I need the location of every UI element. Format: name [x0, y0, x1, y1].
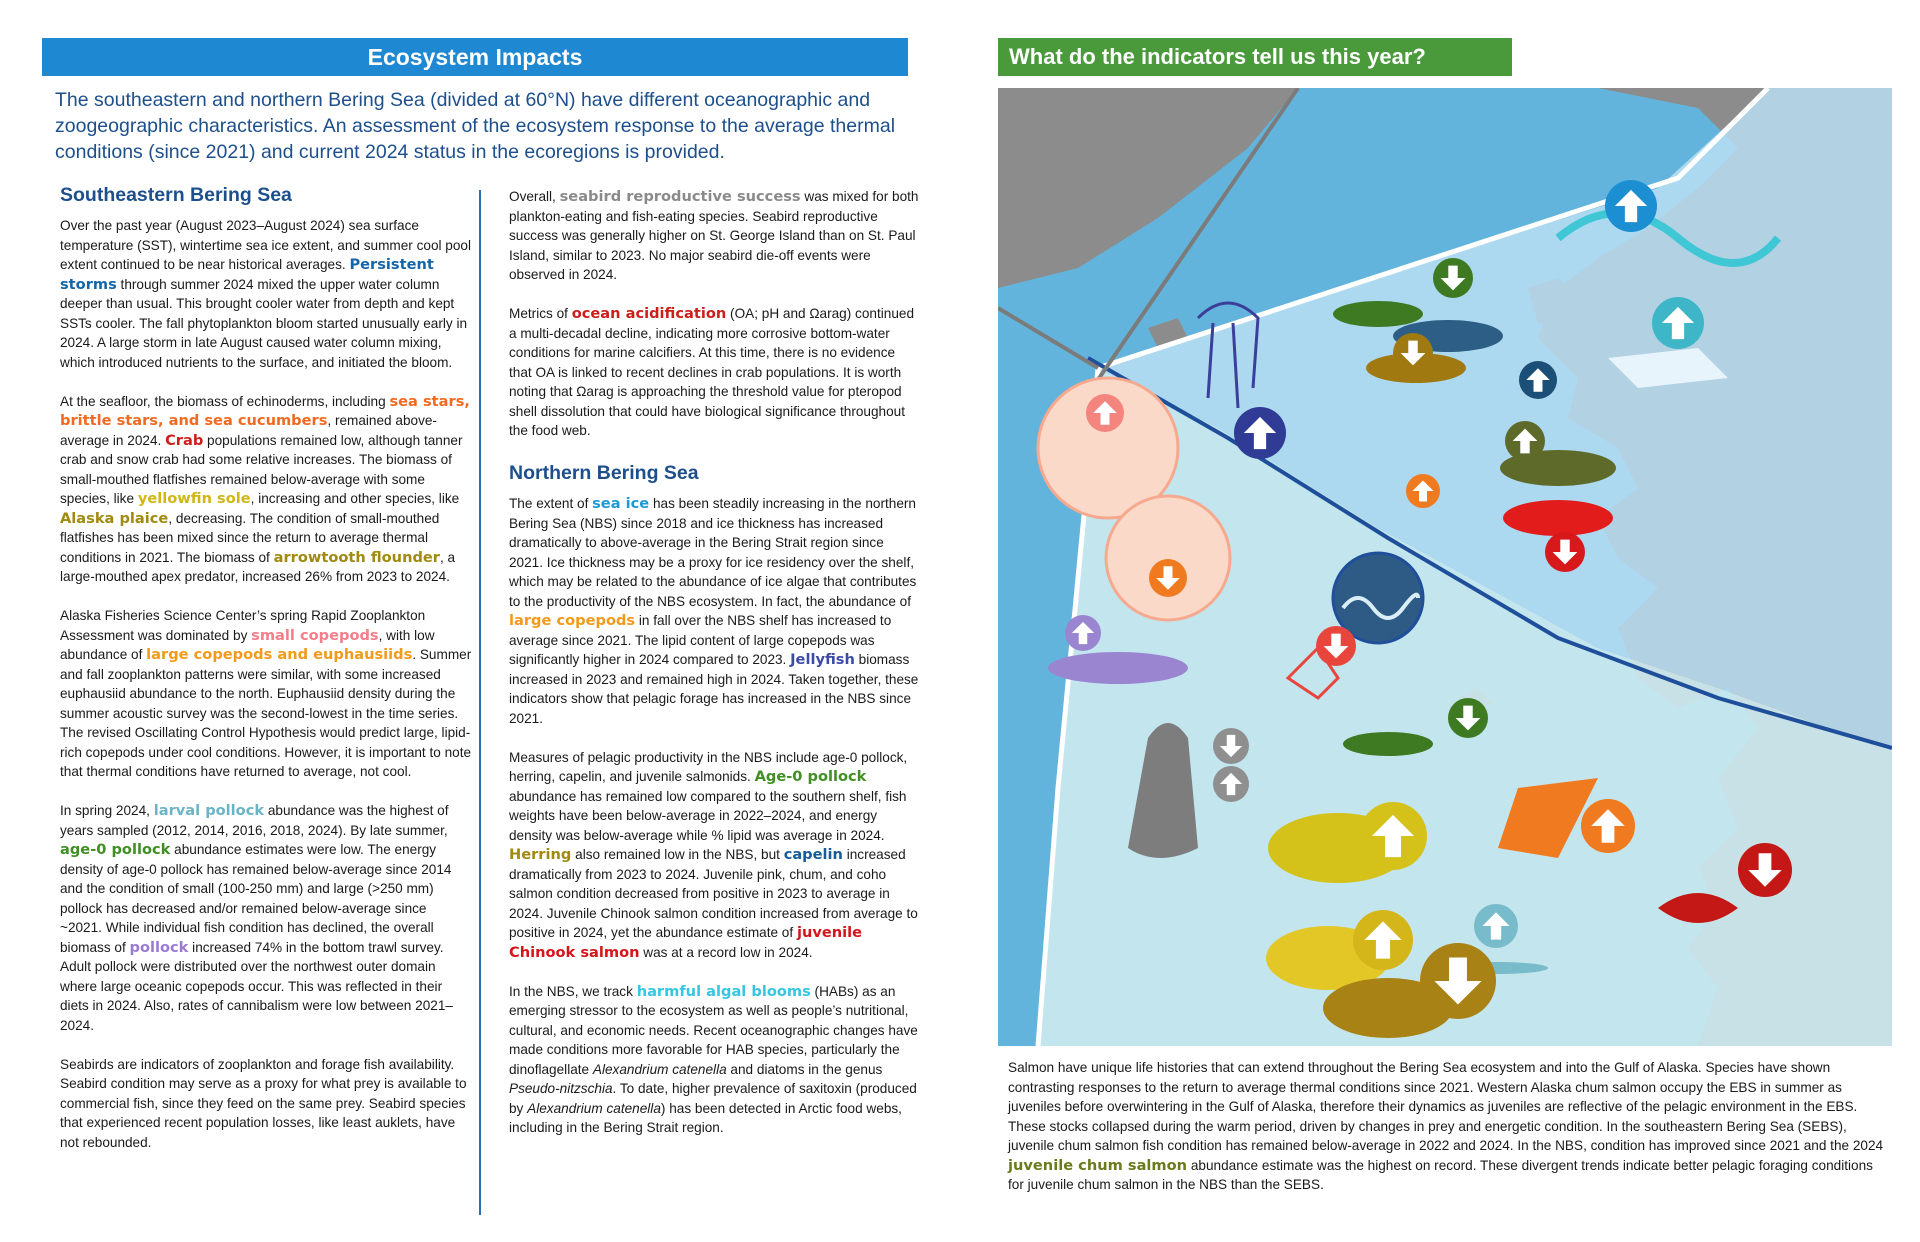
sebs-paragraph-5: Seabirds are indicators of zooplankton and forage fish availability. Seabird condition may serve as a proxy for what prey is available to commercial fish, since they feed on the same prey. Seabird species that experienced recent population losses, like least auklets, have not rebounded.	[60, 1056, 467, 1150]
sebs-paragraph-2: At the seafloor, the biomass of echinoderms, including sea stars, brittle stars, and sea cucumbers, remained above-average in 2024. Crab populations remained low, although tanner crab and snow crab had some relative increases. The biomass of small-mouthed flatfishes remained below-average with some species, like yellowfin sole, increasing and other species, like Alaska plaice, decreasing. The condition of small-mouthed flatfishes has been mixed since the return to average thermal conditions in 2021. The biomass of arrowtooth flounder, a large-mouthed apex predator, increased 26% from 2023 to 2024.	[60, 392, 470, 584]
keyword-herring: Herring	[509, 846, 572, 863]
large-copepods-circle	[1106, 496, 1230, 620]
flounder-down-arrow	[1420, 943, 1496, 1019]
nbs-column	[509, 187, 921, 1157]
age0-pollock-sebs-down-arrow	[1448, 698, 1488, 738]
nbs-title: Northern Bering Sea	[509, 462, 699, 484]
keyword-juvenile-chum-salmon: juvenile chum salmon	[1008, 1156, 1188, 1174]
salmon-caption: Salmon have unique life histories that can extend throughout the Bering Sea ecosystem and into the Gulf of Alaska. Species have shown contrasting responses to the return to average thermal conditions since 2021. Western Alaska chum salmon occupy the EBS in summer as juveniles before overwintering in the Gulf of Alaska, therefore their dynamics as juveniles are reflective of the pelagic environment in the EBS. These stocks collapsed during the warm period, driven by changes in prey and energetic condition. In the southeastern Bering Sea (SEBS), juvenile chum salmon fish condition has remained below-average in 2022 and 2024. In the NBS, condition has improved since 2021 and the 2024 juvenile chum salmon abundance estimate was the highest on record. These divergent trends indicate better pelagic foraging conditions for juvenile chum salmon in the NBS than the SEBS.	[1008, 1060, 1884, 1192]
larval-pollock-up-arrow	[1474, 904, 1518, 948]
arrowtooth-fish-icon	[1048, 652, 1188, 684]
sea-ice-up-arrow	[1605, 180, 1657, 232]
sebs-paragraph-3: Alaska Fisheries Science Center’s spring Rapid Zooplankton Assessment was dominated by small copepods, with low abundance of large copepods and euphausiids. Summer and fall zooplankton patterns were similar, with some increased euphausiid abundance to the north. Euphausiid density during the summer acoustic survey was the second-lowest in the time series. The revised Oscillating Control Hypothesis would predict large, lipid-rich copepods under cool conditions. However, it is important to note that thermal conditions have returned to average, not cool.	[60, 608, 472, 779]
keyword-large-copepods: large copepods	[509, 612, 636, 629]
keyword-persistent-storms: Persistent storms	[60, 256, 434, 293]
sebs-column	[60, 182, 472, 1172]
keyword-yellowfin-sole: yellowfin sole	[137, 490, 251, 507]
sebs-paragraph-4: In spring 2024, larval pollock abundance was the highest of years sampled (2012, 2014, 2016, 2018, 2024). By late summer, age-0 pollock abundance estimates were low. The energy density of age-0 pollock has remained below-average since 2014 and the condition of small (100-250 mm) and large (>250 mm) pollock has decreased and/or remained below-average since ~2021. While individual fish condition has declined, the overall biomass of pollock increased 74% in the bottom trawl survey. Adult pollock were distributed over the northwest outer domain where large oceanic copepods occur. This was reflected in their diets in 2024. Also, rates of cannibalism were low between 2021–2024.	[60, 802, 453, 1033]
keyword-alaska-plaice: Alaska plaice	[60, 509, 169, 527]
ecosystem-impacts-banner: Ecosystem Impacts	[42, 38, 908, 76]
age0-pollock-nbs-down-arrow	[1433, 258, 1473, 298]
intro-text: The southeastern and northern Bering Sea (divided at 60°N) have different oceanographic and zoogeographic characteristics. An assessment of the ecosystem response to the average thermal conditions (since 2021) and current 2024 status in the ecoregions is provided.	[55, 89, 896, 163]
sebs-title: Southeastern Bering Sea	[60, 184, 292, 206]
echinoderms-up-arrow	[1581, 799, 1635, 853]
bering-sea-indicator-map	[998, 88, 1892, 1046]
keyword-age0-pollock-nbs: Age-0 pollock	[754, 768, 867, 785]
chinook-salmon-fish-icon	[1503, 500, 1613, 536]
arrowtooth-up-arrow	[1065, 615, 1101, 651]
jellyfish-up-arrow	[1234, 407, 1286, 459]
herring-nbs-down-arrow	[1393, 333, 1433, 373]
keyword-juvenile-chinook-salmon: juvenile Chinook salmon	[509, 924, 863, 961]
crab-down-arrow	[1738, 843, 1792, 897]
plaice-up-arrow	[1353, 910, 1413, 970]
seabird-down-arrow	[1213, 728, 1249, 764]
keyword-seabird-reproductive-success: seabird reproductive success	[559, 188, 801, 205]
seabird-up-arrow	[1213, 766, 1249, 802]
pollock-nbs-fish-icon	[1333, 301, 1423, 327]
keyword-pollock: pollock	[129, 938, 189, 956]
eez-line-2	[998, 308, 1098, 368]
keyword-capelin: capelin	[783, 846, 843, 863]
pollock-sebs-fish-icon	[1343, 732, 1433, 756]
keyword-jellyfish: Jellyfish	[790, 651, 855, 668]
yellowfin-sole-up-arrow	[1359, 802, 1427, 870]
sebs-paragraph-1: Over the past year (August 2023–August 2024) sea surface temperature (SST), wintertime sea ice extent, and summer cool pool extent continued to be near historical averages. Persistent storms through summer 2024 mixed the upper water column deeper than usual. This brought cooler water from depth and kept SSTs cooler. The fall phytoplankton bloom started unusually early in 2024. A large storm in late August caused water column mixing, which introduced nutrients to the surface, and initiated the bloom.	[60, 218, 472, 370]
indicators-banner: What do the indicators tell us this year?	[998, 38, 1512, 76]
chinook-abundance-down-arrow	[1545, 532, 1585, 572]
chinook-nbs-up-arrow	[1519, 361, 1557, 399]
keyword-age0-pollock: age-0 pollock	[60, 841, 171, 858]
column-divider	[479, 190, 481, 1215]
chum-nbs-up-arrow	[1505, 421, 1545, 461]
keyword-larval-pollock: larval pollock	[153, 802, 265, 819]
keyword-small-copepods: small copepods	[251, 626, 379, 644]
nbs-paragraph-1: The extent of sea ice has been steadily increasing in the northern Bering Sea (NBS) since 2018 and ice thickness has increased dramatically to above-average in the Bering Strait region since 2021. Ice thickness may be a proxy for ice residency over the shelf, which may be related to the abundance of ice algae that contributes to the productivity of the NBS ecosystem. In fact, the abundance of large copepods in fall over the NBS shelf has increased to average since 2021. The lipid content of large copepods was significantly higher in 2024 compared to 2023. Jellyfish biomass increased in 2023 and remained high in 2024. Taken together, these indicators show that pelagic forage has increased in the NBS since 2021.	[509, 495, 919, 726]
keyword-crab: Crab	[165, 431, 204, 449]
ocean-acidification-down-arrow	[1316, 626, 1356, 666]
large-copepods-nbs-up-arrow	[1406, 474, 1440, 508]
keyword-large-copepods-euphausiids: large copepods and euphausiids	[146, 646, 413, 663]
nbs-paragraph-2: Measures of pelagic productivity in the NBS include age-0 pollock, herring, capelin, and juvenile salmonids. Age-0 pollock abundance has remained low compared to the southern shelf, fish weights have been below-average in 2022–2024, and energy density was below-average while % lipid was average in 2024. Herring also remained low in the NBS, but capelin increased dramatically from 2023 to 2024. Juvenile pink, chum, and coho salmon condition decreased from positive in 2023 to average in 2024. Juvenile Chinook salmon condition increased from average to positive in 2024, yet the abundance estimate of juvenile Chinook salmon was at a record low in 2024.	[509, 749, 918, 961]
capelin-up-arrow	[1652, 297, 1704, 349]
nbs-paragraph-3: In the NBS, we track harmful algal blooms (HABs) as an emerging stressor to the ecosystem as well as people’s nutritional, cultural, and economic needs. Recent oceanographic changes have made conditions more favorable for HAB species, particularly the dinoflagellate Alexandrium catenella and diatoms in the genus Pseudo-nitzschia. To date, higher prevalence of saxitoxin (produced by Alexandrium catenella) has been detected in Arctic food webs, including in the Bering Strait region.	[509, 982, 918, 1135]
keyword-arrowtooth-flounder: arrowtooth flounder	[273, 548, 440, 566]
russia-landmass	[998, 88, 1298, 288]
map-graphic	[998, 88, 1892, 1046]
seabird-paragraph: Overall, seabird reproductive success was mixed for both plankton-eating and fish-eating species. Seabird reproductive success was generally higher on St. George Island than on St. Paul Island, similar to 2023. No major seabird die-off events were observed in 2024.	[509, 188, 919, 282]
keyword-harmful-algal-blooms: harmful algal blooms	[636, 982, 811, 1000]
keyword-echinoderms: sea stars, brittle stars, and sea cucumbers	[60, 392, 470, 429]
ocean-acidification-paragraph: Metrics of ocean acidification (OA; pH and Ωarag) continued a multi-decadal decline, indicating more corrosive bottom-water conditions for marine calcifiers. At this time, there is no evidence that OA is linked to recent declines in crab populations. It is worth noting that Ωarag is approaching the threshold value for pteropod shell dissolution that could have biological significance throughout the food web.	[509, 305, 915, 438]
large-copepods-sebs-down-arrow	[1149, 559, 1187, 597]
keyword-ocean-acidification: ocean acidification	[571, 305, 727, 322]
small-copepods-up-arrow	[1086, 394, 1124, 432]
keyword-sea-ice: sea ice	[592, 495, 650, 512]
